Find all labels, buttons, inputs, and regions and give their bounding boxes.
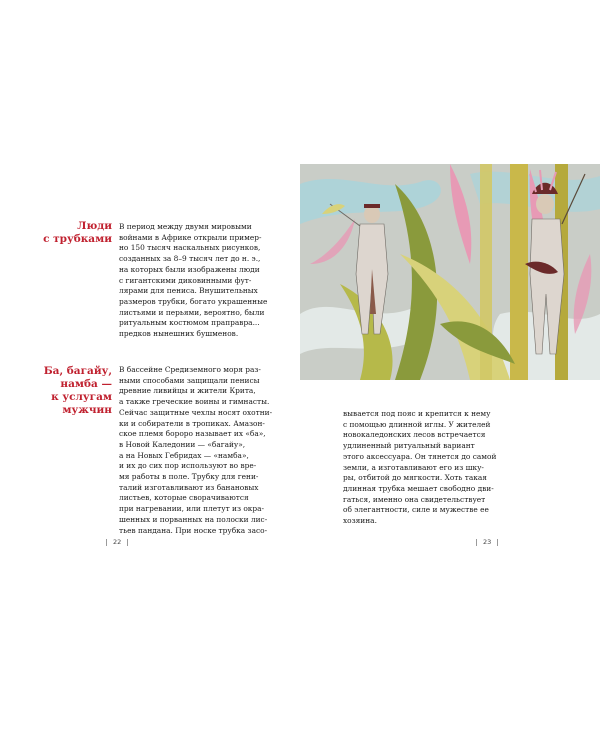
text-line: ритуальным костюмом праправра... <box>119 318 260 328</box>
text-line: Сейчас защитные чехлы носят охотни- <box>119 407 273 417</box>
text-line: хозяина. <box>343 516 377 526</box>
text-line: на которых были изображены люди <box>119 264 260 274</box>
heading-line: с трубками <box>43 233 112 245</box>
text-line: войнами в Африке открыли пример- <box>119 232 262 242</box>
text-line: об элегантности, силе и мужестве ее <box>343 505 489 515</box>
text-line: новокаледонских лесов встречается <box>343 430 486 440</box>
text-line: вывается под пояс и крепится к нему <box>343 409 491 418</box>
folio-divider <box>106 539 107 546</box>
section-heading-ba-bagayu-namba <box>44 365 112 417</box>
section-heading-people-with-tubes <box>43 220 112 246</box>
text-line: с помощью длинной иглы. У жителей <box>343 419 491 429</box>
text-line: шенных и порванных на полоски лис- <box>119 514 268 524</box>
text-line: ры, отбитой до мягкости. Хоть такая <box>343 473 487 483</box>
text-line: с гигантскими диковинными фут- <box>119 275 252 285</box>
heading-line: намба — <box>60 378 112 390</box>
bamboo-stalk <box>510 164 528 380</box>
text-line: удлиненный ритуальный вариант <box>343 441 475 451</box>
heading-line: Люди <box>77 220 112 232</box>
text-line: талий изготавливают из банановых <box>119 482 259 492</box>
heading-line: к услугам <box>51 391 112 403</box>
right-page <box>300 0 600 750</box>
text-line: гаться, именно она свидетельствует <box>343 494 486 504</box>
text-line: предков нынешних бушменов. <box>119 329 239 339</box>
text-line: листьев, которые сворачиваются <box>119 493 249 503</box>
text-line: а на Новых Гебридах — «намба», <box>119 450 249 460</box>
folio-divider <box>476 539 477 546</box>
section-body-people-with-tubes <box>119 222 268 340</box>
text-line: ными способами защищали пенисы <box>119 375 260 385</box>
right-page-body <box>343 409 497 527</box>
text-line: созданных за 8–9 тысяч лет до н. э., <box>119 254 261 264</box>
page-number-text: 23 <box>483 538 492 546</box>
two-figures-jungle-illustration <box>300 164 600 380</box>
text-line: В период между двумя мировыми <box>119 222 252 231</box>
text-line: размеров трубки, богато украшенные <box>119 296 268 306</box>
text-line: ское племя бороро называет их «ба», <box>119 429 266 439</box>
text-line: тьев пандана. При носке трубка засо- <box>119 525 268 535</box>
text-line: в Новой Каледонии — «багайу», <box>119 439 246 449</box>
text-line: листьями и перьями, вероятно, были <box>119 307 265 317</box>
text-line: ки и собиратели в тропиках. Амазон- <box>119 418 265 428</box>
text-line: и их до сих пор используют во вре- <box>119 461 257 471</box>
heading-line: Ба, багайу, <box>43 365 112 377</box>
text-line: мя работы в поле. Трубку для гени- <box>119 472 259 482</box>
text-line: при нагревании, или плетут из окра- <box>119 504 265 514</box>
folio-divider <box>497 539 498 546</box>
heading-line: мужчин <box>62 404 112 416</box>
text-line: древние ливийцы и жители Крита, <box>119 386 256 396</box>
text-line: этого аксессуара. Он тянется до самой <box>343 451 497 461</box>
text-line: а также греческие воины и гимнасты. <box>119 397 270 407</box>
page-number-left <box>100 538 134 546</box>
text-line: но 150 тысяч наскальных рисунков, <box>119 243 261 253</box>
page-number-text: 22 <box>113 538 122 546</box>
text-line: В бассейне Средиземного моря раз- <box>119 365 261 374</box>
folio-divider <box>127 539 128 546</box>
text-line: лярами для пениса. Внушительных <box>119 286 258 296</box>
section-body-ba-bagayu-namba <box>119 365 273 536</box>
page-number-right <box>470 538 504 546</box>
text-line: длинная трубка мешает свободно дви- <box>343 483 494 493</box>
text-line: земли, а изготавливают его из шку- <box>343 462 484 472</box>
